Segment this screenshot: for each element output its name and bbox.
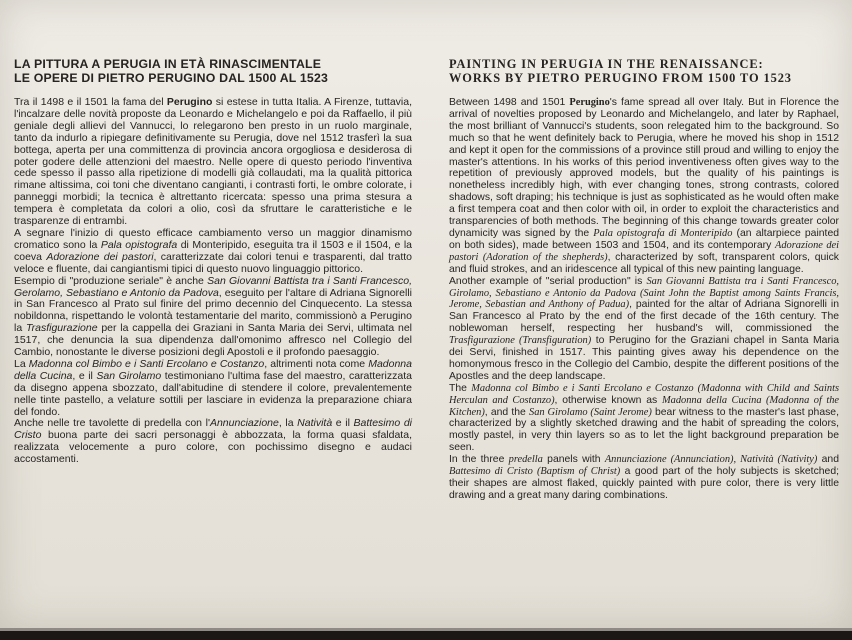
english-title-line2: WORKS BY PIETRO PERUGINO FROM 1500 TO 1523: [449, 71, 792, 85]
english-paragraph-4: In the three predella panels with Annunciazione (Annunciation), Natività (Nativity) and Battesimo di Cristo (Baptism of Christ) a good part of the holy subjects is sketched; their shapes are almost flaked, quickly painted with pure color, there is very little drawing and a great many daring combinations.: [449, 454, 839, 501]
italian-title-line2: LE OPERE DI PIETRO PERUGINO DAL 1500 AL 1523: [14, 71, 329, 85]
english-paragraph-2: Another example of "serial production" is San Giovanni Battista tra i Santi Francesco, Girolamo, Sebastiano e Antonio da Padova (Saint John the Baptist among Saints Francis, Jerome, Sebastian and Anthony of Padua), painted for the altar of Adriana Signorelli in San Francesco al Prato by the end of the first decade of the 16th century. The noblewoman herself, respecting her husband's will, commissioned the Trasfigurazione (Transfiguration) to Perugino for the Graziani chapel in Santa Maria dei Servi, finished in 1517. This painting gives away his dependence on the homonymous fresco in the Collegio del Cambio, despite the different positions of the Apostles and the deep landscape.: [449, 275, 840, 382]
italian-paragraph-4: La Madonna col Bimbo e i Santi Ercolano e Costanzo, altrimenti nota come Madonna della Cucina, e il San Girolamo testimoniano l'ultima fase del maestro, caratterizzata da disegno appena sbozzato, dall'abitudine di stendere il colore, prevalentemente nelle tinte pastello, a velature sottili per lasciare in evidenza la preparazione chiara del fondo.: [14, 357, 412, 418]
english-body: [449, 97, 839, 502]
english-paragraph-1: Between 1498 and 1501 Perugino's fame spread all over Italy. But in Florence the arrival of novelties proposed by Leonardo and Michelangelo, and later by Raphael, the most brilliant of Vannucci's students, soon relegated him to the background. So much so that he went definitely back to Perugia, where he moved his shop in 1512 and kept it open for the commissions of a province still proud and willing to enjoy the master's attentions. In his works of this period inventiveness often gives way to the repetition of previously approved models, but the quality of his paintings is nonetheless incredibly high, with ever changing tones, strong contrasts, colored shadows, soft draping; his technique is just as sophisticated as he would often make a first tempera coat and then color with oil, in order to exploit the characteristics and transparencies of both methods. The beginning of this change towards greater color dynamicity was signed by the Pala opistografa di Monteripido (an altarpiece painted on both sides), made between 1503 and 1504, and its contemporary Adorazione dei pastori (Adoration of the shepherds), characterized by soft, transparent colors, quick and fluid strokes, and an iridescence all typical of this new painting language.: [449, 97, 840, 275]
english-paragraph-3: The Madonna col Bimbo e i Santi Ercolano e Costanzo (Madonna with Child and Saints Herculan and Costanzo), otherwise known as Madonna della Cucina (Madonna of the Kitchen), and the San Girolamo (Saint Jerome) bear witness to the master's last phase, characterized by a slightly sketched drawing and the habit of spreading the colors, mostly pastel, in very thin layers so as to let the light background preparation be seen.: [449, 382, 840, 454]
italian-title: [14, 57, 412, 85]
italian-paragraph-1: Tra il 1498 e il 1501 la fama del Perugino si estese in tutta Italia. A Firenze, tuttavia, l'incalzare delle novità proposte da Leonardo e Michelangelo e poi da Raffaello, il più geniale degli allievi del Vannucci, lo relegarono ben presto in un ruolo marginale, tanto da indurlo a ripiegare definitivamente su Perugia, dove nel 1512 trasferì la sua bottega, aperta per una committenza di provincia ancora orgogliosa e desiderosa di poter godere delle attenzioni del maestro. Nelle opere di questo periodo l'inventiva cede spesso il passo alla ripetizione di modelli già collaudati, ma la qualità pittorica rimane altissima, coi toni che diventano cangianti, i contrasti forti, le ombre colorate, i panneggi morbidi; la tecnica è altrettanto ricercata: spesso una prima stesura a tempera è completata da colori a olio, così da sfruttare le caratteristiche e le trasparenze di entrambi.: [14, 96, 412, 228]
italian-paragraph-2: A segnare l'inizio di questo efficace cambiamento verso un maggior dinamismo cromatico sono la Pala opistografa di Monteripido, eseguita tra il 1503 e il 1504, e la coeva Adorazione dei pastori, caratterizzate dai colori tenui e trasparenti, dal tratto veloce e fluente, dai cangiantismi tipici di questo nuovo linguaggio pittorico.: [14, 226, 413, 275]
italian-column: [14, 57, 412, 466]
italian-paragraph-5: Anche nelle tre tavolette di predella con l'Annunciazione, la Natività e il Battesimo di Cristo buona parte dei sacri personaggi è abbozzata, la forma quasi sfaldata, realizzata velocemente a puro colore, con pochissimo disegno e audaci accostamenti.: [14, 417, 412, 466]
italian-body: [14, 97, 412, 466]
italian-paragraph-3: Esempio di "produzione seriale" è anche San Giovanni Battista tra i Santi Francesco, Gerolamo, Sebastiano e Antonio da Padova, eseguito per l'altare di Adriana Signorelli in San Francesco al Prato sul finire del primo decennio del Cinquecento. La stessa nobildonna, rispettando le volontà testamentarie del marito, commissionò a Perugino la Trasfigurazione per la cappella dei Graziani in Santa Maria dei Servi, ultimata nel 1517, che denuncia la sua dipendenza dall'omonimo affresco nel Collegio del Cambio, nonostante le diverse posizioni degli Apostoli e il profondo paesaggio.: [14, 274, 413, 359]
english-title: [449, 57, 839, 85]
english-title-line1: PAINTING IN PERUGIA IN THE RENAISSANCE:: [449, 57, 764, 71]
english-column: [449, 57, 839, 502]
italian-title-line1: LA PITTURA A PERUGIA IN ETÀ RINASCIMENTALE: [14, 57, 322, 71]
